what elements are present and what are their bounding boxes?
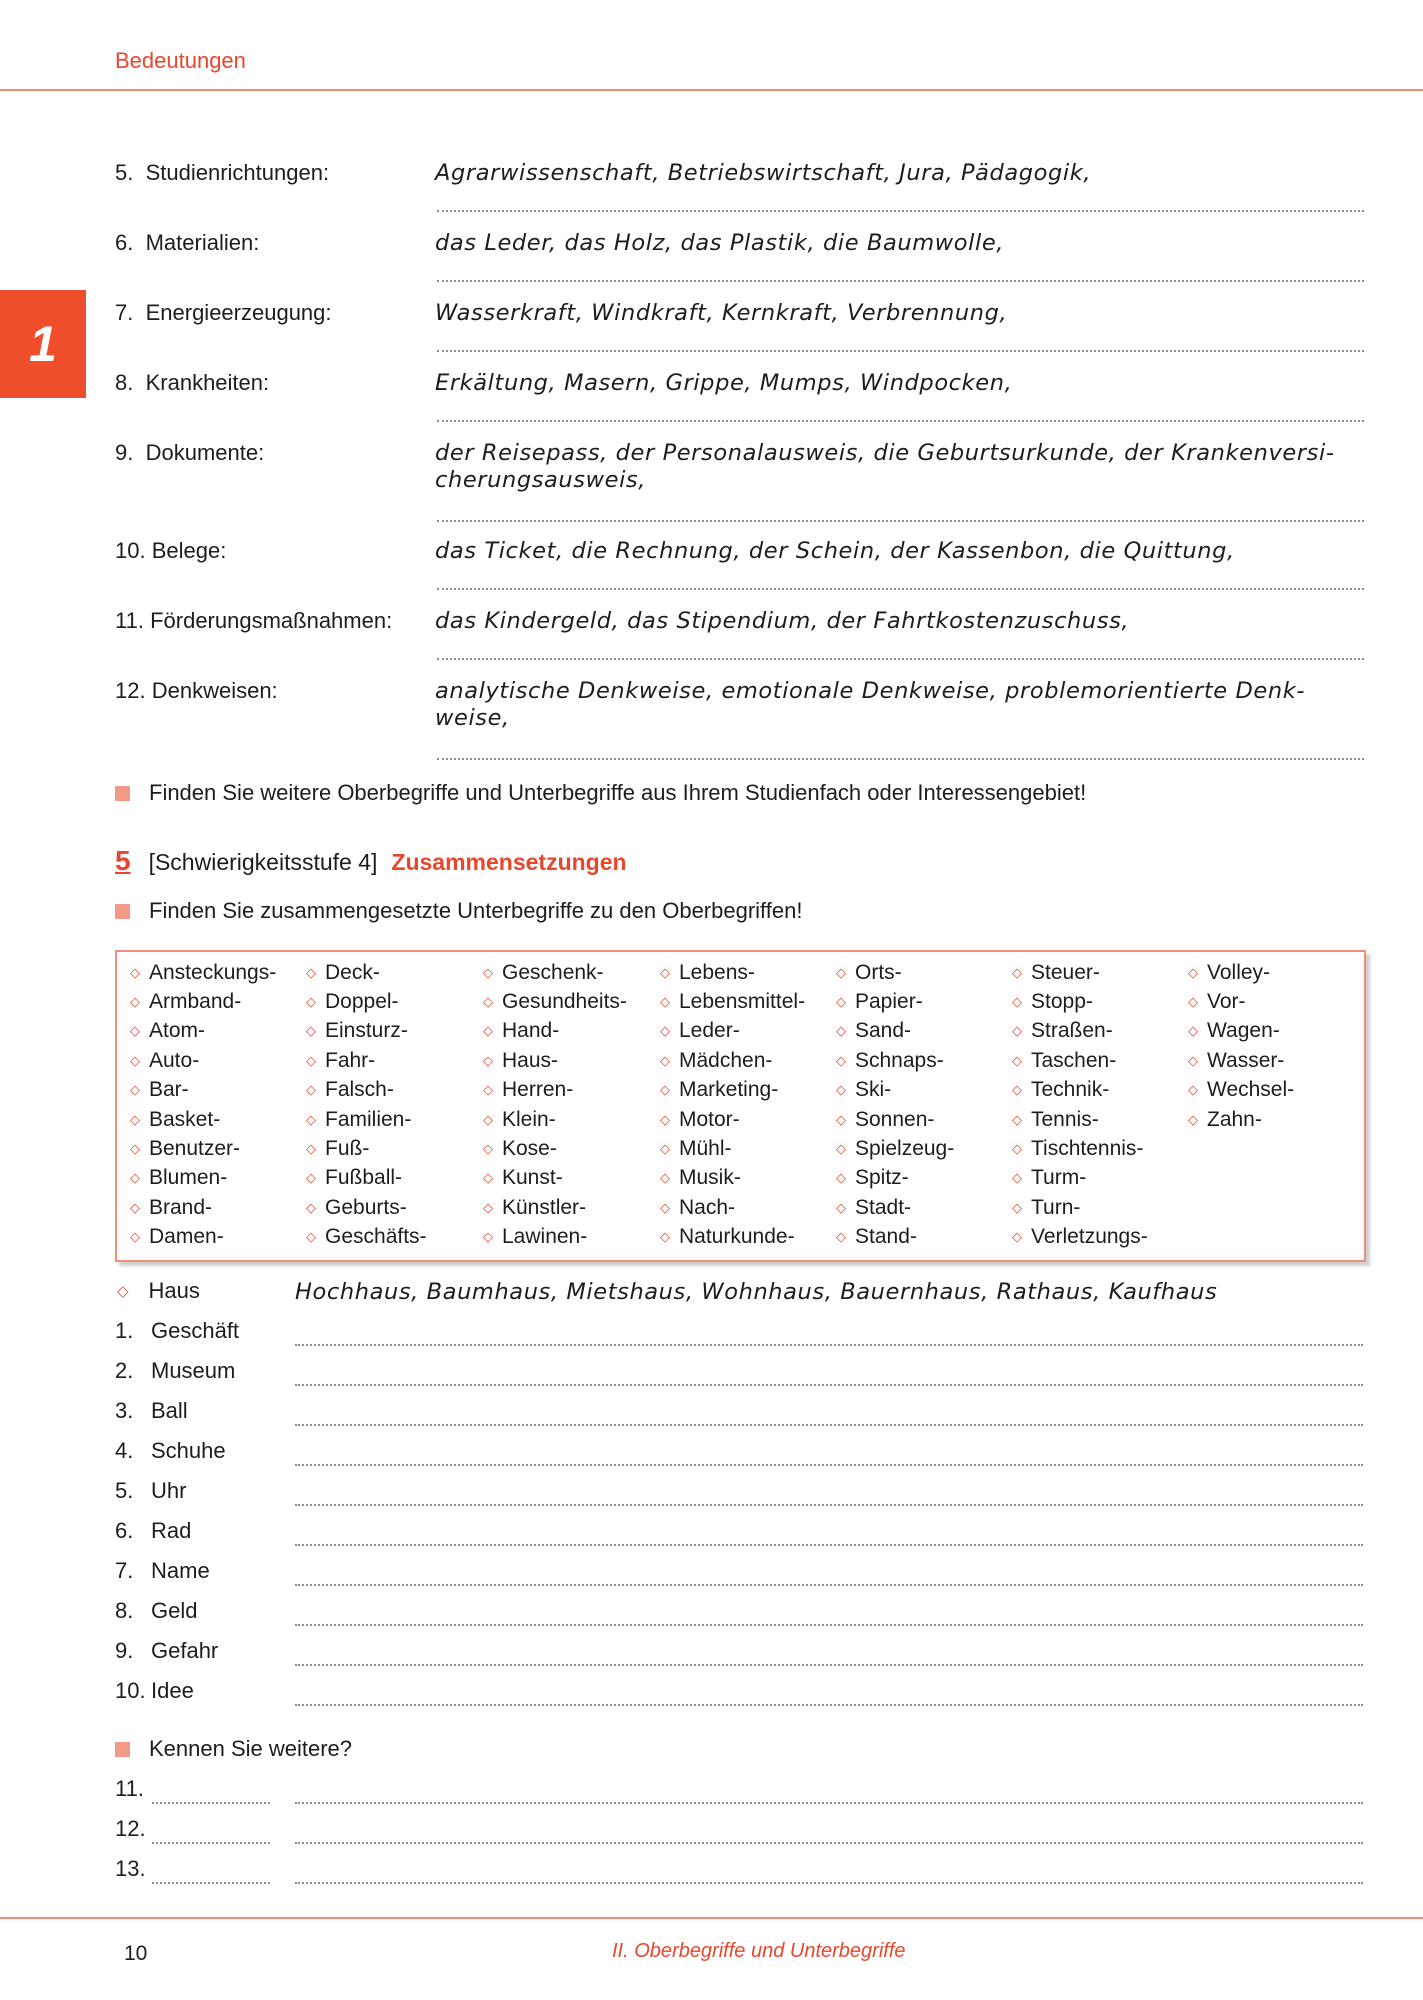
word-line[interactable] xyxy=(152,1802,270,1804)
diamond-icon: ◇ xyxy=(836,1111,846,1127)
diamond-icon: ◇ xyxy=(660,1023,670,1039)
category-answer[interactable]: das Leder, das Holz, das Plastik, die Baumwolle, xyxy=(435,230,1005,256)
diamond-icon: ◇ xyxy=(483,1199,493,1215)
answer-line[interactable] xyxy=(295,1882,1363,1884)
item-word: Geschäft xyxy=(151,1318,240,1343)
diamond-icon: ◇ xyxy=(483,1082,493,1098)
item-word: Ball xyxy=(151,1398,188,1423)
task-more-categories: Finden Sie weitere Oberbegriffe und Unterbegriffe aus Ihrem Studienfach oder Interessengebiet! xyxy=(115,780,1086,806)
word-item: ◇ Orts- xyxy=(836,960,902,984)
extra-item xyxy=(115,1816,1363,1846)
answer-line[interactable] xyxy=(437,758,1364,760)
word-column xyxy=(306,958,427,1252)
answer-line[interactable] xyxy=(437,658,1364,660)
item-number: 1. xyxy=(115,1318,134,1343)
word-item: ◇ Musik- xyxy=(660,1166,741,1190)
diamond-icon: ◇ xyxy=(130,964,140,980)
more-prompt: Kennen Sie weitere? xyxy=(115,1736,352,1762)
square-bullet-icon xyxy=(115,786,130,801)
diamond-icon: ◇ xyxy=(836,1170,846,1186)
word-item: ◇ Nach- xyxy=(660,1195,736,1219)
word-item: ◇ Volley- xyxy=(1188,960,1271,984)
exercise-number: 5 xyxy=(115,845,131,876)
word-item: ◇ Gesundheits- xyxy=(483,990,627,1014)
category-label: 11. Förderungsmaßnahmen: xyxy=(115,608,393,633)
diamond-icon: ◇ xyxy=(117,1283,129,1300)
diamond-icon: ◇ xyxy=(306,1023,316,1039)
item-number: 3. xyxy=(115,1398,134,1423)
diamond-icon: ◇ xyxy=(660,1082,670,1098)
word-item: ◇ Kose- xyxy=(483,1137,557,1161)
exercise-heading xyxy=(115,845,627,877)
word-item: ◇ Brand- xyxy=(130,1195,213,1219)
word-item: ◇ Lawinen- xyxy=(483,1225,588,1249)
word-item: ◇ Doppel- xyxy=(306,990,399,1014)
word-item: ◇ Deck- xyxy=(306,960,380,984)
word-item: ◇ Schnaps- xyxy=(836,1048,944,1072)
category-label: 6. Materialien: xyxy=(115,230,260,255)
word-item: ◇ Steuer- xyxy=(1012,960,1100,984)
diamond-icon: ◇ xyxy=(483,1229,493,1245)
category-answer[interactable]: analytische Denkweise, emotionale Denkweise, problemorientierte Denk-weise, xyxy=(435,678,1306,731)
word-item: ◇ Wagen- xyxy=(1188,1019,1280,1043)
answer-line[interactable] xyxy=(295,1544,1363,1546)
word-item: ◇ Fuß- xyxy=(306,1137,370,1161)
list-item xyxy=(115,1398,1363,1428)
word-item: ◇ Papier- xyxy=(836,990,923,1014)
category-label: 7. Energieerzeugung: xyxy=(115,300,332,325)
item-word: Idee xyxy=(151,1678,194,1703)
word-item: ◇ Auto- xyxy=(130,1048,200,1072)
diamond-icon: ◇ xyxy=(306,964,316,980)
word-item: ◇ Mädchen- xyxy=(660,1048,773,1072)
diamond-icon: ◇ xyxy=(1012,1229,1022,1245)
diamond-icon: ◇ xyxy=(660,1170,670,1186)
word-item: ◇ Spitz- xyxy=(836,1166,909,1190)
word-item: ◇ Wasser- xyxy=(1188,1048,1285,1072)
word-item: ◇ Kunst- xyxy=(483,1166,563,1190)
word-item: ◇ Bar- xyxy=(130,1078,189,1102)
page-number: 10 xyxy=(124,1942,148,1965)
category-answer[interactable]: Wasserkraft, Windkraft, Kernkraft, Verbrennung, xyxy=(435,300,1008,326)
word-item: ◇ Stadt- xyxy=(836,1195,912,1219)
word-item: ◇ Lebens- xyxy=(660,960,755,984)
square-bullet-icon xyxy=(115,904,130,919)
category-answer[interactable]: das Kindergeld, das Stipendium, der Fahrtkostenzuschuss, xyxy=(435,608,1130,634)
diamond-icon: ◇ xyxy=(483,994,493,1010)
footer-rule xyxy=(0,1917,1423,1919)
diamond-icon: ◇ xyxy=(306,1229,316,1245)
answer-line[interactable] xyxy=(437,210,1364,212)
answer-line[interactable] xyxy=(295,1664,1363,1666)
diamond-icon: ◇ xyxy=(660,1229,670,1245)
diamond-icon: ◇ xyxy=(306,1052,316,1068)
word-item: ◇ Ski- xyxy=(836,1078,892,1102)
diamond-icon: ◇ xyxy=(1188,1111,1198,1127)
word-item: ◇ Zahn- xyxy=(1188,1107,1262,1131)
diamond-icon: ◇ xyxy=(836,1199,846,1215)
word-item: ◇ Falsch- xyxy=(306,1078,394,1102)
word-item: ◇ Familien- xyxy=(306,1107,412,1131)
answer-line[interactable] xyxy=(295,1464,1363,1466)
category-label: 9. Dokumente: xyxy=(115,440,265,465)
diamond-icon: ◇ xyxy=(483,1170,493,1186)
word-column xyxy=(1188,958,1294,1134)
word-item: ◇ Einsturz- xyxy=(306,1019,408,1043)
diamond-icon: ◇ xyxy=(660,964,670,980)
word-item: ◇ Damen- xyxy=(130,1225,224,1249)
diamond-icon: ◇ xyxy=(1012,964,1022,980)
word-item: ◇ Straßen- xyxy=(1012,1019,1113,1043)
word-item: ◇ Turn- xyxy=(1012,1195,1081,1219)
diamond-icon: ◇ xyxy=(836,1082,846,1098)
answer-line[interactable] xyxy=(295,1384,1363,1386)
list-item xyxy=(115,1438,1363,1468)
diamond-icon: ◇ xyxy=(1188,1082,1198,1098)
example-row xyxy=(115,1278,200,1304)
diamond-icon: ◇ xyxy=(130,1082,140,1098)
diamond-icon: ◇ xyxy=(306,1111,316,1127)
diamond-icon: ◇ xyxy=(1188,964,1198,980)
item-word: Rad xyxy=(151,1518,192,1543)
word-item: ◇ Künstler- xyxy=(483,1195,587,1219)
word-item: ◇ Stopp- xyxy=(1012,990,1093,1014)
word-item: ◇ Technik- xyxy=(1012,1078,1110,1102)
category-answer[interactable]: das Ticket, die Rechnung, der Schein, der Kassenbon, die Quittung, xyxy=(435,538,1235,564)
list-item xyxy=(115,1678,1363,1708)
diamond-icon: ◇ xyxy=(306,1170,316,1186)
running-head: Bedeutungen xyxy=(115,48,246,73)
category-answer[interactable]: Erkältung, Masern, Grippe, Mumps, Windpocken, xyxy=(435,370,1013,396)
example-word: Haus xyxy=(148,1278,200,1303)
answer-line[interactable] xyxy=(295,1424,1363,1426)
word-column xyxy=(836,958,954,1252)
list-item xyxy=(115,1358,1363,1388)
word-column xyxy=(1012,958,1148,1252)
answer-line[interactable] xyxy=(295,1802,1363,1804)
word-column xyxy=(660,958,805,1252)
diamond-icon: ◇ xyxy=(660,1141,670,1157)
diamond-icon: ◇ xyxy=(660,1199,670,1215)
answer-line[interactable] xyxy=(295,1624,1363,1626)
diamond-icon: ◇ xyxy=(130,1229,140,1245)
word-box xyxy=(115,950,1366,1262)
item-number: 7. xyxy=(115,1558,134,1583)
diamond-icon: ◇ xyxy=(130,1170,140,1186)
answer-line[interactable] xyxy=(295,1584,1363,1586)
diamond-icon: ◇ xyxy=(130,1141,140,1157)
diamond-icon: ◇ xyxy=(130,994,140,1010)
word-item: ◇ Fußball- xyxy=(306,1166,403,1190)
item-number: 4. xyxy=(115,1438,134,1463)
diamond-icon: ◇ xyxy=(1012,994,1022,1010)
word-item: ◇ Marketing- xyxy=(660,1078,779,1102)
item-word: Uhr xyxy=(151,1478,187,1503)
word-item: ◇ Lebensmittel- xyxy=(660,990,806,1014)
word-item: ◇ Fahr- xyxy=(306,1048,376,1072)
diamond-icon: ◇ xyxy=(1012,1199,1022,1215)
answer-line[interactable] xyxy=(295,1504,1363,1506)
word-item: ◇ Benutzer- xyxy=(130,1137,241,1161)
word-line[interactable] xyxy=(152,1882,270,1884)
word-item: ◇ Wechsel- xyxy=(1188,1078,1295,1102)
word-item: ◇ Verletzungs- xyxy=(1012,1225,1148,1249)
word-item: ◇ Geschenk- xyxy=(483,960,604,984)
chapter-tab: 1 xyxy=(0,290,86,398)
category-label: 10. Belege: xyxy=(115,538,227,563)
category-label: 12. Denkweisen: xyxy=(115,678,278,703)
diamond-icon: ◇ xyxy=(483,1052,493,1068)
word-item: ◇ Mühl- xyxy=(660,1137,732,1161)
diamond-icon: ◇ xyxy=(483,1111,493,1127)
extra-item xyxy=(115,1776,1363,1806)
answer-line[interactable] xyxy=(437,588,1364,590)
item-number: 8. xyxy=(115,1598,134,1623)
diamond-icon: ◇ xyxy=(306,1141,316,1157)
diamond-icon: ◇ xyxy=(836,1023,846,1039)
diamond-icon: ◇ xyxy=(306,1199,316,1215)
diamond-icon: ◇ xyxy=(660,994,670,1010)
word-item: ◇ Atom- xyxy=(130,1019,206,1043)
diamond-icon: ◇ xyxy=(1188,1023,1198,1039)
answer-line[interactable] xyxy=(437,280,1364,282)
word-item: ◇ Sonnen- xyxy=(836,1107,935,1131)
category-answer[interactable]: der Reisepass, der Personalausweis, die Geburtsurkunde, der Krankenversi-cherungsausweis, xyxy=(435,440,1335,493)
item-number: 10. xyxy=(115,1678,146,1703)
word-item: ◇ Geburts- xyxy=(306,1195,407,1219)
diamond-icon: ◇ xyxy=(1012,1141,1022,1157)
item-word: Name xyxy=(151,1558,210,1583)
answer-line[interactable] xyxy=(437,420,1364,422)
list-item xyxy=(115,1518,1363,1548)
item-number: 11. xyxy=(115,1776,144,1801)
diamond-icon: ◇ xyxy=(1012,1052,1022,1068)
extra-item xyxy=(115,1856,1363,1886)
item-number: 12. xyxy=(115,1816,146,1841)
diamond-icon: ◇ xyxy=(1012,1111,1022,1127)
diamond-icon: ◇ xyxy=(130,1023,140,1039)
word-item: ◇ Ansteckungs- xyxy=(130,960,277,984)
diamond-icon: ◇ xyxy=(1188,994,1198,1010)
word-item: ◇ Taschen- xyxy=(1012,1048,1117,1072)
diamond-icon: ◇ xyxy=(130,1199,140,1215)
list-item xyxy=(115,1318,1363,1348)
word-item: ◇ Spielzeug- xyxy=(836,1137,955,1161)
diamond-icon: ◇ xyxy=(130,1111,140,1127)
category-label: 8. Krankheiten: xyxy=(115,370,270,395)
word-line[interactable] xyxy=(152,1842,270,1844)
word-item: ◇ Vor- xyxy=(1188,990,1246,1014)
answer-line[interactable] xyxy=(295,1704,1363,1706)
word-column xyxy=(483,958,627,1252)
diamond-icon: ◇ xyxy=(1012,1023,1022,1039)
word-item: ◇ Stand- xyxy=(836,1225,917,1249)
diamond-icon: ◇ xyxy=(836,964,846,980)
word-item: ◇ Klein- xyxy=(483,1107,556,1131)
word-item: ◇ Hand- xyxy=(483,1019,560,1043)
list-item xyxy=(115,1598,1363,1628)
word-item: ◇ Tischtennis- xyxy=(1012,1137,1144,1161)
list-item xyxy=(115,1638,1363,1668)
word-item: ◇ Herren- xyxy=(483,1078,574,1102)
word-item: ◇ Motor- xyxy=(660,1107,740,1131)
diamond-icon: ◇ xyxy=(836,1052,846,1068)
word-item: ◇ Sand- xyxy=(836,1019,912,1043)
square-bullet-icon xyxy=(115,1742,130,1757)
diamond-icon: ◇ xyxy=(1012,1082,1022,1098)
answer-line[interactable] xyxy=(295,1842,1363,1844)
item-word: Gefahr xyxy=(151,1638,219,1663)
item-word: Museum xyxy=(151,1358,236,1383)
diamond-icon: ◇ xyxy=(483,1141,493,1157)
exercise-instruction: Finden Sie zusammengesetzte Unterbegriffe zu den Oberbegriffen! xyxy=(115,898,802,924)
exercise-level: [Schwierigkeitsstufe 4] xyxy=(148,849,378,875)
category-label: 5. Studienrichtungen: xyxy=(115,160,330,185)
answer-line[interactable] xyxy=(437,520,1364,522)
diamond-icon: ◇ xyxy=(836,1229,846,1245)
word-item: ◇ Basket- xyxy=(130,1107,221,1131)
item-number: 6. xyxy=(115,1518,134,1543)
word-item: ◇ Naturkunde- xyxy=(660,1225,795,1249)
word-column xyxy=(130,958,276,1252)
diamond-icon: ◇ xyxy=(483,1023,493,1039)
list-item xyxy=(115,1558,1363,1588)
category-answer[interactable]: Agrarwissenschaft, Betriebswirtschaft, Jura, Pädagogik, xyxy=(435,160,1092,186)
diamond-icon: ◇ xyxy=(306,1082,316,1098)
diamond-icon: ◇ xyxy=(836,1141,846,1157)
diamond-icon: ◇ xyxy=(660,1111,670,1127)
item-number: 13. xyxy=(115,1856,146,1881)
item-word: Schuhe xyxy=(151,1438,226,1463)
item-word: Geld xyxy=(151,1598,198,1623)
diamond-icon: ◇ xyxy=(660,1052,670,1068)
diamond-icon: ◇ xyxy=(836,994,846,1010)
answer-line[interactable] xyxy=(437,350,1364,352)
footer-section-title: II. Oberbegriffe und Unterbegriffe xyxy=(612,1940,906,1962)
item-number: 9. xyxy=(115,1638,134,1663)
answer-line[interactable] xyxy=(295,1344,1363,1346)
diamond-icon: ◇ xyxy=(306,994,316,1010)
diamond-icon: ◇ xyxy=(483,964,493,980)
item-number: 5. xyxy=(115,1478,134,1503)
word-item: ◇ Armband- xyxy=(130,990,242,1014)
word-item: ◇ Geschäfts- xyxy=(306,1225,427,1249)
diamond-icon: ◇ xyxy=(130,1052,140,1068)
header-rule xyxy=(0,89,1423,91)
diamond-icon: ◇ xyxy=(1012,1170,1022,1186)
exercise-title: Zusammensetzungen xyxy=(391,849,627,875)
item-number: 2. xyxy=(115,1358,134,1383)
word-item: ◇ Tennis- xyxy=(1012,1107,1099,1131)
word-item: ◇ Turm- xyxy=(1012,1166,1087,1190)
example-answer: Hochhaus, Baumhaus, Mietshaus, Wohnhaus, Bauernhaus, Rathaus, Kaufhaus xyxy=(295,1279,1218,1305)
word-item: ◇ Haus- xyxy=(483,1048,559,1072)
list-item xyxy=(115,1478,1363,1508)
word-item: ◇ Blumen- xyxy=(130,1166,228,1190)
word-item: ◇ Leder- xyxy=(660,1019,740,1043)
diamond-icon: ◇ xyxy=(1188,1052,1198,1068)
